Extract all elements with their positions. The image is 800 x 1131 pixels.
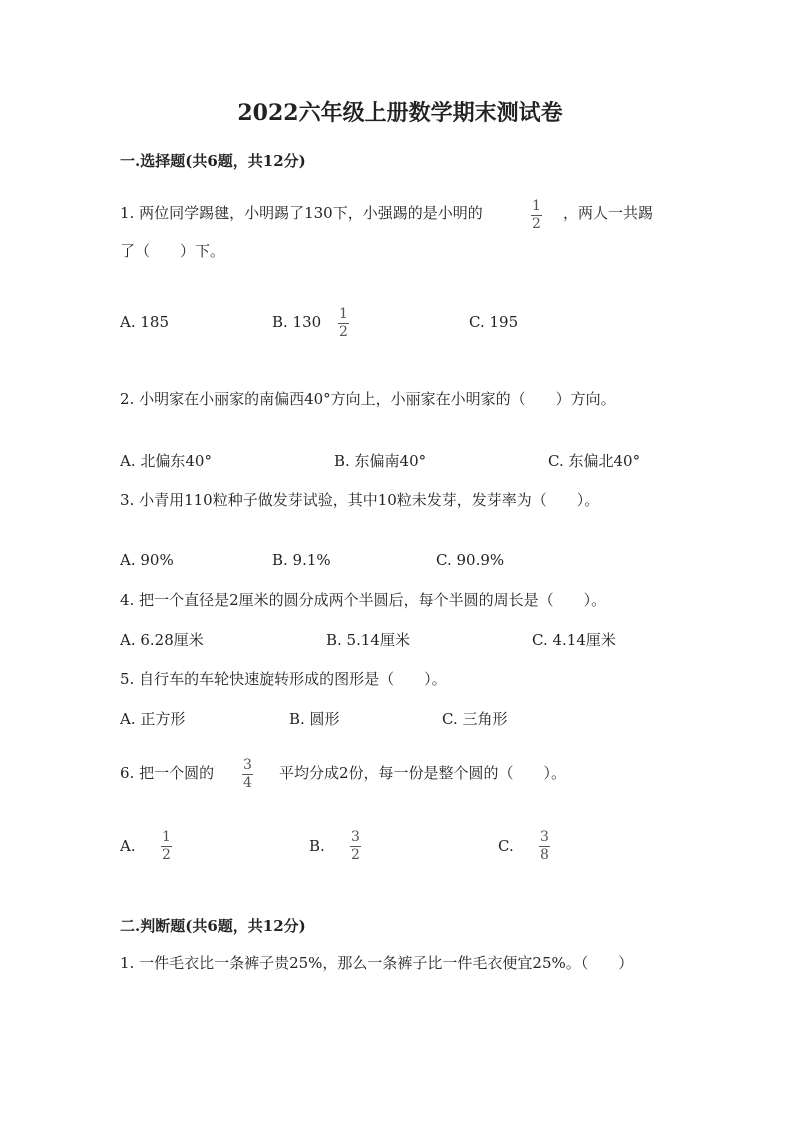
question-6-text: 6. 把一个圆的 [120,764,215,782]
question-4-option-b: B. 5.14厘米 [326,631,410,649]
fraction-denominator: 8 [540,847,549,863]
question-1-option-a: A. 185 [120,313,169,331]
question-2-option-b: B. 东偏南40° [334,452,427,470]
question-5-option-c: C. 三角形 [442,710,508,728]
true-false-question-1-text: 1. 一件毛衣比一条裤子贵25%，那么一条裤子比一件毛衣便宜25%。（ ） [120,954,634,972]
question-1-option-b-fraction [338,307,349,340]
question-3-option-c: C. 90.9% [436,551,505,569]
fraction-denominator: 4 [243,775,252,791]
question-6-option-a-fraction [161,830,172,863]
question-5-option-a: A. 正方形 [120,710,186,728]
fraction-denominator: 2 [162,847,171,863]
question-4-text: 4. 把一个直径是2厘米的圆分成两个半圆后，每个半圆的周长是（ ）。 [120,591,607,609]
question-6-option-c-fraction [539,830,550,863]
question-6-option-b-fraction [350,830,361,863]
question-4-option-c: C. 4.14厘米 [532,631,616,649]
fraction-numerator: 1 [162,829,171,845]
question-2-option-c: C. 东偏北40° [548,452,641,470]
question-2-text: 2. 小明家在小丽家的南偏西40°方向上，小丽家在小明家的（ ）方向。 [120,390,616,408]
question-1-text: 1. 两位同学踢毽，小明踢了130下，小强踢的是小明的 [120,204,483,222]
fraction-numerator: 3 [540,829,549,845]
fraction-denominator: 2 [351,847,360,863]
question-6-text-continued: 平均分成2份，每一份是整个圆的（ ）。 [279,764,567,782]
question-5-text: 5. 自行车的车轮快速旋转形成的图形是（ ）。 [120,670,447,688]
fraction-denominator: 2 [339,324,348,340]
question-6-option-a-label: A. [120,837,136,855]
page-title: 2022六年级上册数学期末测试卷 [237,100,563,126]
question-1-text-continued: ，两人一共踢 [563,204,654,222]
question-5-option-b: B. 圆形 [289,710,340,728]
question-1-option-c: C. 195 [469,313,519,331]
question-3-option-b: B. 9.1% [272,551,331,569]
question-6-option-b-label: B. [309,837,325,855]
question-1-text-line2: 了（ ）下。 [120,242,226,260]
question-3-text: 3. 小青用110粒种子做发芽试验，其中10粒未发芽，发芽率为（ ）。 [120,491,600,509]
fraction-numerator: 1 [339,306,348,322]
question-6-fraction [242,758,253,791]
fraction-numerator: 3 [351,829,360,845]
section-heading-choice: 一.选择题(共6题，共12分) [120,152,306,170]
question-1-option-b: B. 130 [272,313,322,331]
question-6-option-c-label: C. [498,837,514,855]
section-heading-true-false: 二.判断题(共6题，共12分) [120,917,306,935]
fraction-numerator: 1 [532,198,541,214]
question-2-option-a: A. 北偏东40° [120,452,212,470]
question-1-fraction [531,199,542,232]
question-4-option-a: A. 6.28厘米 [120,631,204,649]
fraction-numerator: 3 [243,757,252,773]
fraction-denominator: 2 [532,216,541,232]
question-3-option-a: A. 90% [120,551,174,569]
